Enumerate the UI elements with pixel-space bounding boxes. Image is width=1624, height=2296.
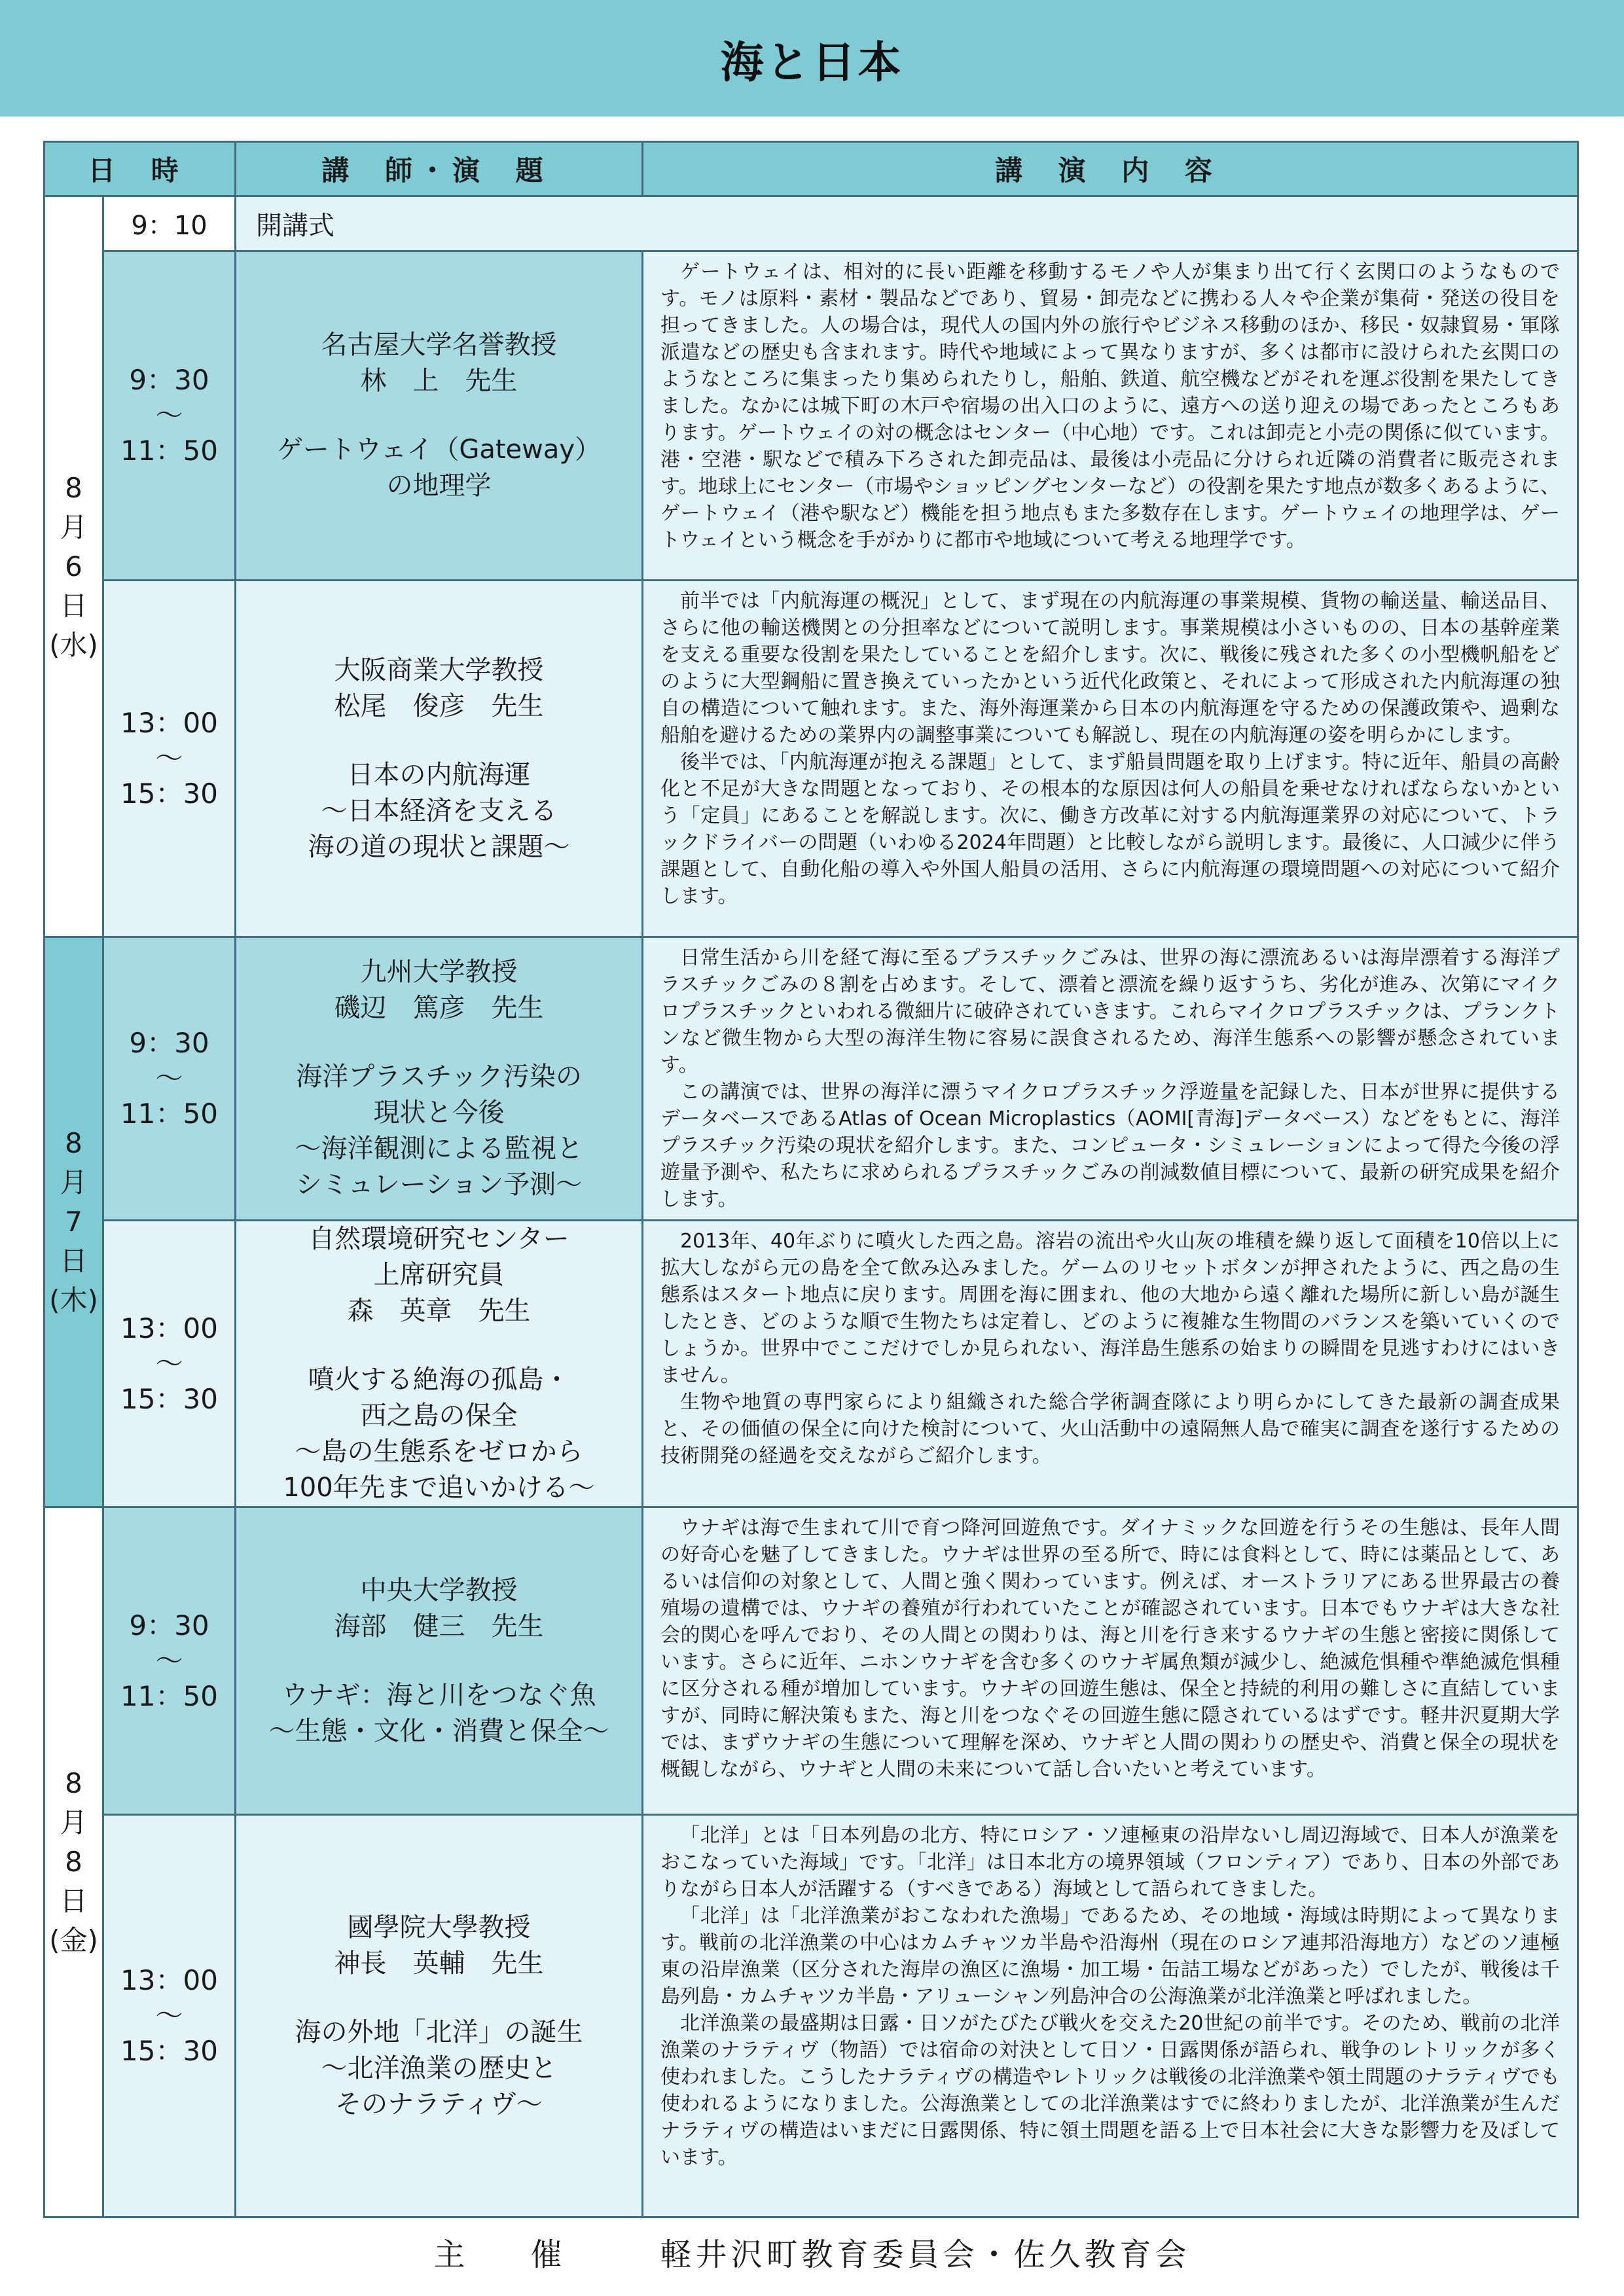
schedule-table xyxy=(43,141,1579,2218)
lecture-row xyxy=(45,1507,1578,1815)
lecture-time: 13：00 ～ 15：30 xyxy=(103,1221,236,1507)
lecture-row xyxy=(45,251,1578,581)
lecture-row xyxy=(45,581,1578,937)
header-date: 日 時 xyxy=(45,142,236,196)
lecturer-name: 海部 健三 先生 xyxy=(334,1611,544,1641)
header-lecturer: 講 師･演 題 xyxy=(236,142,643,196)
lecturer-name: 林 上 先生 xyxy=(360,366,518,396)
lecture-content: 前半では「内航海運の概況」として、まず現在の内航海運の事業規模、貨物の輸送量、輸送品目、さらに他の輸送機関との分担率などについて説明します。事業規模は小さいものの、日本の基幹産業を支える重要な役割を果たしていることを紹介します。次に、戦後に残された多くの小型機帆船をどのように大型鋼船に置き換えていったかという近代化政策と、それによって形成された内航海運の独自の構造について触れます。また、海外海運業から日本の内航海運を守るための保護政策や、過剰な船舶を避けるための業界内の調整事業についても解説し、現在の内航海運の姿を明らかにします。 後半では、「内航海運が抱える課題」として、まず船員問題を取り上げます。特に近年、船員の高齢化と不足が大きな問題となっており、その根本的な原因は何人の船員を乗せなければならないかという「定員」にあることを解説します。次に、働き方改革に対する内航海運業界の対応について、トラックドライバーの問題（いわゆる2024年問題）と比較しながら説明します。最後に、人口減少に伴う課題として、自動化船の導入や外国人船員の活用、さらに内航海運の環境問題への対応について紹介します。 xyxy=(643,581,1578,937)
lecture-row xyxy=(45,1815,1578,2217)
lecturer-name: 松尾 俊彦 先生 xyxy=(334,691,544,721)
lecture-time: 13：00 ～ 15：30 xyxy=(103,581,236,937)
lecture-time: 13：00 ～ 15：30 xyxy=(103,1815,236,2217)
lecture-time: 9：30 ～ 11：50 xyxy=(103,251,236,581)
day-cell-aug8: 8 月 8 日 (金) xyxy=(45,1507,103,2217)
lecturer-cell: 國學院大學教授 神長 英輔 先生 海の外地「北洋」の誕生 ～北洋漁業の歴史と そのナラティヴ～ xyxy=(236,1815,643,2217)
lecture-time: 9：30 ～ 11：50 xyxy=(103,1507,236,1815)
lecturer-cell: 自然環境研究センター 上席研究員 森 英章 先生 噴火する絶海の孤島・ 西之島の保全 ～島の生態系をゼロから 100年先まで追いかける～ xyxy=(236,1221,643,1507)
lecture-content: 2013年、40年ぶりに噴火した西之島。溶岩の流出や火山灰の堆積を繰り返して面積を10倍以上に拡大しながら元の島を全て飲み込みました。ゲームのリセットボタンが押されたように、西之島の生態系はスタート地点に戻ります。周囲を海に囲まれ、他の大地から遠く離れた場所に新しい島が誕生したとき、どのような順で生物たちは定着し、どのように複雑な生物間のバランスを築いていくのでしょうか。世界中でここだけでしか見られない、海洋島生態系の始まりの瞬間を見逃すわけにはいきません。 生物や地質の専門家らにより組織された総合学術調査隊により明らかにしてきた最新の調査成果と、その価値の保全に向けた検討について、火山活動中の遠隔無人島で確実に調査を遂行するための技術開発の経過を交えながらご紹介します。 xyxy=(643,1221,1578,1507)
header-content: 講 演 内 容 xyxy=(643,142,1578,196)
header-row xyxy=(45,142,1578,196)
opening-label: 開講式 xyxy=(236,196,1578,251)
day-cell-aug6: 8 月 6 日 (水) xyxy=(45,196,103,937)
footer-label: 主催 xyxy=(433,2236,628,2273)
opening-row xyxy=(45,196,1578,251)
title-band xyxy=(0,0,1624,117)
lecturer-cell: 大阪商業大学教授 松尾 俊彦 先生 日本の内航海運 ～日本経済を支える 海の道の現状と課題～ xyxy=(236,581,643,937)
lecture-content: 「北洋」とは「日本列島の北方、特にロシア・ソ連極東の沿岸ないし周辺海域で、日本人が漁業をおこなっていた海域」です。「北洋」は日本北方の境界領域（フロンティア）であり、日本の外部でありながら日本人が活躍する（すべきである）海域として語られてきました。 「北洋」は「北洋漁業がおこなわれた漁場」であるため、その地域・海域は時期によって異なります。戦前の北洋漁業の中心はカムチャツカ半島や沿海州（現在のロシア連邦沿海地方）などのソ連極東の沿岸漁業（区分された海岸の漁区に漁場・加工場・缶詰工場などがあった）でしたが、戦後は千島列島・カムチャツカ半島・アリューシャン列島沖合の公海漁業が北洋漁業と呼ばれました。 北洋漁業の最盛期は日露・日ソがたびたび戦火を交えた20世紀の前半です。そのため、戦前の北洋漁業のナラティヴ（物語）では宿命の対決として日ソ・日露関係が語られ、戦争のレトリックが多く使われました。こうしたナラティヴの構造やレトリックは戦後の北洋漁業や領土問題のナラティヴでも使われるようになりました。公海漁業としての北洋漁業はすでに終わりましたが、北洋漁業が生んだナラティヴの構造はいまだに日露関係、特に領土問題を語る上で日本社会に大きな影響力を及ぼしています。 xyxy=(643,1815,1578,2217)
lecture-time: 9：30 ～ 11：50 xyxy=(103,937,236,1221)
lecture-row xyxy=(45,937,1578,1221)
day-cell-aug7: 8 月 7 日 (木) xyxy=(45,937,103,1507)
lecturer-cell: 中央大学教授 海部 健三 先生 ウナギ：海と川をつなぐ魚 ～生態・文化・消費と保全～ xyxy=(236,1507,643,1815)
opening-time: 9：10 xyxy=(103,196,236,251)
lecturer-name: 森 英章 先生 xyxy=(347,1296,531,1326)
footer xyxy=(0,2225,1624,2278)
page-title: 海と日本 xyxy=(720,37,904,88)
lecturer-name: 磯辺 篤彦 先生 xyxy=(334,993,544,1023)
lecturer-cell: 九州大学教授 磯辺 篤彦 先生 海洋プラスチック汚染の 現状と今後 ～海洋観測による監視と シミュレーション予測～ xyxy=(236,937,643,1221)
lecturer-cell: 名古屋大学名誉教授 林 上 先生 ゲートウェイ（Gateway） の地理学 xyxy=(236,251,643,581)
lecture-content: ゲートウェイは、相対的に長い距離を移動するモノや人が集まり出て行く玄関口のようなものです。モノは原料・素材・製品などであり、貿易・卸売などに携わる人々や企業が集荷・発送の役目を担ってきました。人の場合は，現代人の国内外の旅行やビジネス移動のほか、移民・奴隷貿易・軍隊派遣などの歴史も含まれます。時代や地域によって異なりますが、多くは都市に設けられた玄関口のようなところに集まったり集められたりし，船舶、鉄道、航空機などがそれを運ぶ役割を果たしてきました。なかには城下町の木戸や宿場の出入口のように、遠方への送り迎えの場であったところもあります。ゲートウェイの対の概念はセンター（中心地）です。これは卸売と小売の関係に似ています。港・空港・駅などで積み下ろされた卸売品は、最後は小売品に分けられ近隣の消費者に販売されます。地球上にセンター（市場やショッピングセンターなど）の役割を果たす地点が数多くあるように、ゲートウェイ（港や駅など）機能を担う地点もまた多数存在します。ゲートウェイの地理学は、ゲートウェイという概念を手がかりに都市や地域について考える地理学です。 xyxy=(643,251,1578,581)
lecture-row xyxy=(45,1221,1578,1507)
lecture-content: ウナギは海で生まれて川で育つ降河回遊魚です。ダイナミックな回遊を行うその生態は、長年人間の好奇心を魅了してきました。ウナギは世界の至る所で、時には食料として、時には薬品として、あるいは信仰の対象として、人間と強く関わっています。例えば、オーストラリアにある世界最古の養殖場の遺構では、ウナギの養殖が行われていたことが確認されています。日本でもウナギは大きな社会的関心を呼んでおり、その人間との関わりは、海と川を行き来するウナギの生態と密接に関係しています。さらに近年、ニホンウナギを含む多くのウナギ属魚類が減少し、絶滅危惧種や準絶滅危惧種に区分される種が増加しています。ウナギの回遊生態は、保全と持続的利用の難しさに直結していますが、同時に解決策もまた、海と川をつなぐその回遊生態に隠されているはずです。軽井沢夏期大学では、まずウナギの生態について理解を深め、ウナギと人間の関わりの歴史や、消費と保全の現状を概観しながら、ウナギと人間の未来について話し合いたいと考えています。 xyxy=(643,1507,1578,1815)
lecturer-name: 神長 英輔 先生 xyxy=(334,1948,544,1979)
lecture-content: 日常生活から川を経て海に至るプラスチックごみは、世界の海に漂流あるいは海岸漂着する海洋プラスチックごみの８割を占めます。そして、漂着と漂流を繰り返すうち、劣化が進み、次第にマイクロプラスチックといわれる微細片に破砕されていきます。これらマイクロプラスチックは、プランクトンなど微生物から大型の海洋生物に容易に誤食されるため、海洋生態系への影響が懸念されています。 この講演では、世界の海洋に漂うマイクロプラスチック浮遊量を記録した、日本が世界に提供するデータベースであるAtlas of Ocean Microplastics（AOMI[青海]データベース）などをもとに、海洋プラスチック汚染の現状を紹介します。また、コンピュータ・シミュレーションによって得た今後の浮遊量予測や、私たちに求められるプラスチックごみの削減数値目標について、最新の研究成果を紹介します。 xyxy=(643,937,1578,1221)
footer-organizers: 軽井沢町教育委員会・佐久教育会 xyxy=(660,2236,1191,2273)
